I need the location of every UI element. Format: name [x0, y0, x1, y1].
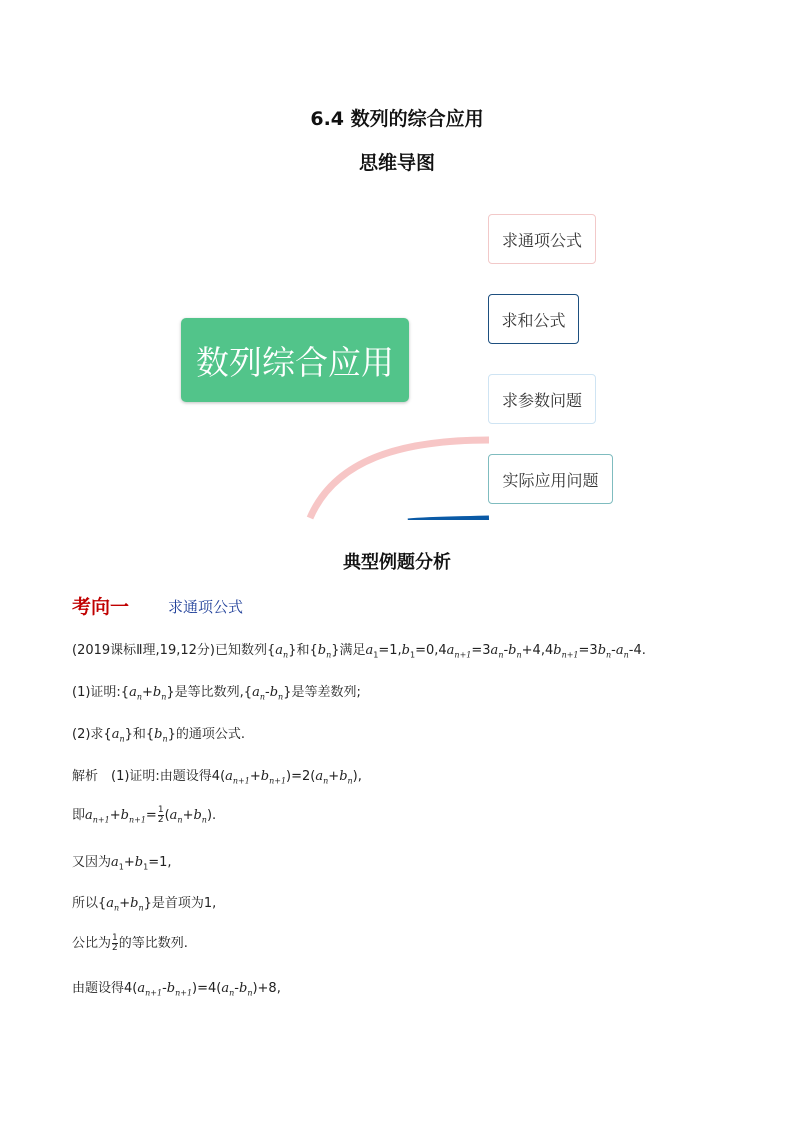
kaoxiang-tag: 考向一	[72, 596, 130, 618]
solution-line-6: 由题设得$4(a_{n+1}-b_{n+1})=4(a_n-b_n)+8$,	[72, 981, 281, 998]
question-2: (2)求$\{a_n\}$和$\{b_n\}$的通项公式.	[72, 727, 246, 744]
mindmap-center: 数列综合应用	[181, 318, 409, 402]
page-title: 6.4 数列的综合应用	[310, 108, 484, 130]
problem-line: (2019课标Ⅱ理,19,12分)已知数列$\{a_n\}$和$\{b_n\}$满足$a_1=1,b_1=0,4a_{n+1}=3a_n-b_n+4,4b_{n+1}=3b_n-a_n-4$.	[72, 643, 646, 660]
mindmap-node-shiji: 实际应用问题	[488, 454, 613, 504]
connector-1	[310, 440, 489, 518]
solution-line-1: 解析 (1)证明:由题设得$4(a_{n+1}+b_{n+1})=2(a_n+b_n)$,	[72, 769, 362, 786]
solution-line-4: 所以$\{a_n+b_n\}$是首项为1,	[72, 896, 217, 913]
solution-line-5: 公比为 $\frac{1}{2}$ 的等比数列.	[72, 933, 188, 953]
section-title: 典型例题分析	[343, 552, 451, 573]
solution-line-3: 又因为$a_1+b_1=1$,	[72, 855, 172, 872]
solution-line-2: 即$a_{n+1}+b_{n+1}=$ $\frac{1}{2}$ $(a_n+b_n)$.	[72, 805, 217, 825]
connector-2	[408, 519, 489, 520]
mindmap-node-canshu: 求参数问题	[488, 374, 596, 424]
fraction-half-2: $\frac{1}{2}$	[112, 933, 118, 953]
mindmap-node-qiuhe: 求和公式	[488, 294, 579, 344]
page-subtitle: 思维导图	[358, 152, 435, 174]
mindmap-node-tongxiang: 求通项公式	[488, 214, 596, 264]
question-1: (1)证明$:\{a_n+b_n\}$是等比数列$,\{a_n-b_n\}$是等差数列;	[72, 685, 361, 702]
kaoxiang-label: 求通项公式	[168, 598, 244, 616]
fraction-half: $\frac{1}{2}$	[157, 805, 164, 825]
